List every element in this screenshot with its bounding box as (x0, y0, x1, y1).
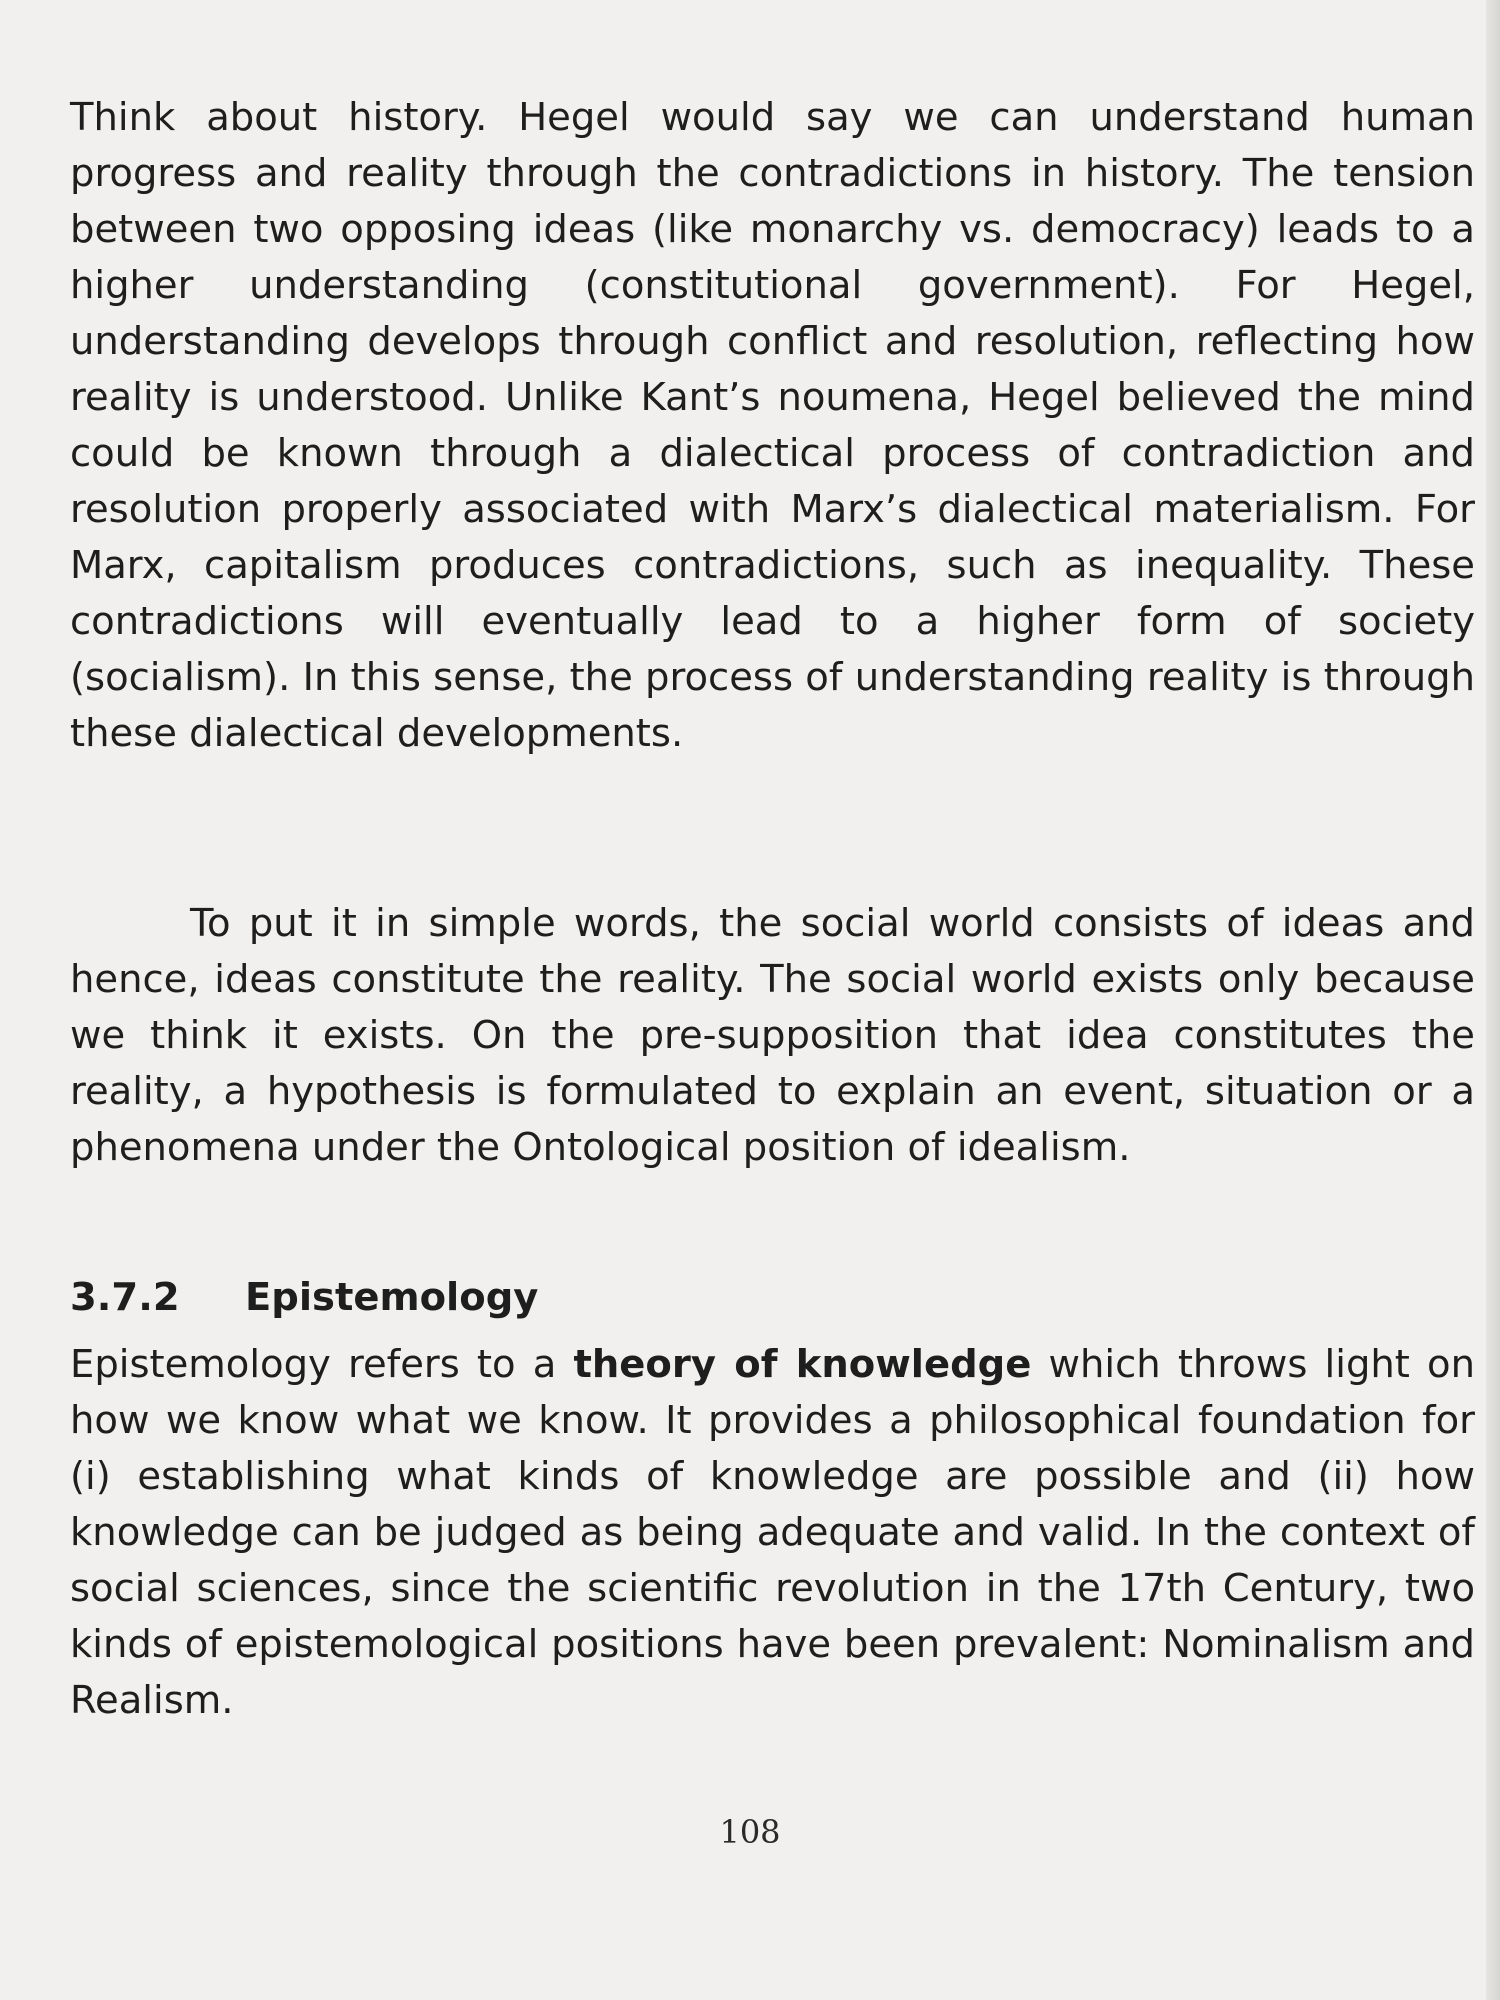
section-number: 3.7.2 (70, 1275, 180, 1320)
page-edge-shadow (1486, 0, 1500, 2000)
paragraph-hegel-marx: Think about history. Hegel would say we can understand human progress and reality through the contradictions in history. The tension between two opposing ideas (like monarchy vs. democracy) leads to a higher understanding (constitutional government). For Hegel, understanding develops through conflict and resolution, reflecting how reality is understood. Unlike Kant’s noumena, Hegel believed the mind could be known through a dialectical process of contradiction and resolution properly associated with Marx’s dialectical materialism. For Marx, capitalism produces contradictions, such as inequality. These contradictions will eventually lead to a higher form of society (socialism). In this sense, the process of understanding reality is through these dialectical developments. (70, 95, 1475, 756)
paragraph-social-world: To put it in simple words, the social world consists of ideas and hence, ideas constitute the reality. The social world exists only because we think it exists. On the pre-supposition that idea constitutes the reality, a hypothesis is formulated to explain an event, situation or a phenomena under the Ontological position of idealism. (70, 901, 1475, 1170)
paragraph-epistemology-start: Epistemology refers to a (70, 1342, 574, 1387)
bold-term-theory-of-knowledge: theory of knowledge (573, 1342, 1032, 1387)
section-heading (70, 1270, 538, 1326)
paragraph-epistemology (70, 1337, 1475, 1729)
paragraph-epistemology-rest: which throws light on how we know what we know. It provides a philosophical foundation for (i) establishing what kinds of knowledge are possible and (ii) how knowledge can be judged as being adequate and valid. In the context of social sciences, since the scientific revolution in the 17th Century, two kinds of epistemological positions have been prevalent: Nominalism and Realism. (70, 1342, 1475, 1723)
section-title: Epistemology (245, 1275, 539, 1320)
page-number: 108 (719, 1813, 781, 1851)
